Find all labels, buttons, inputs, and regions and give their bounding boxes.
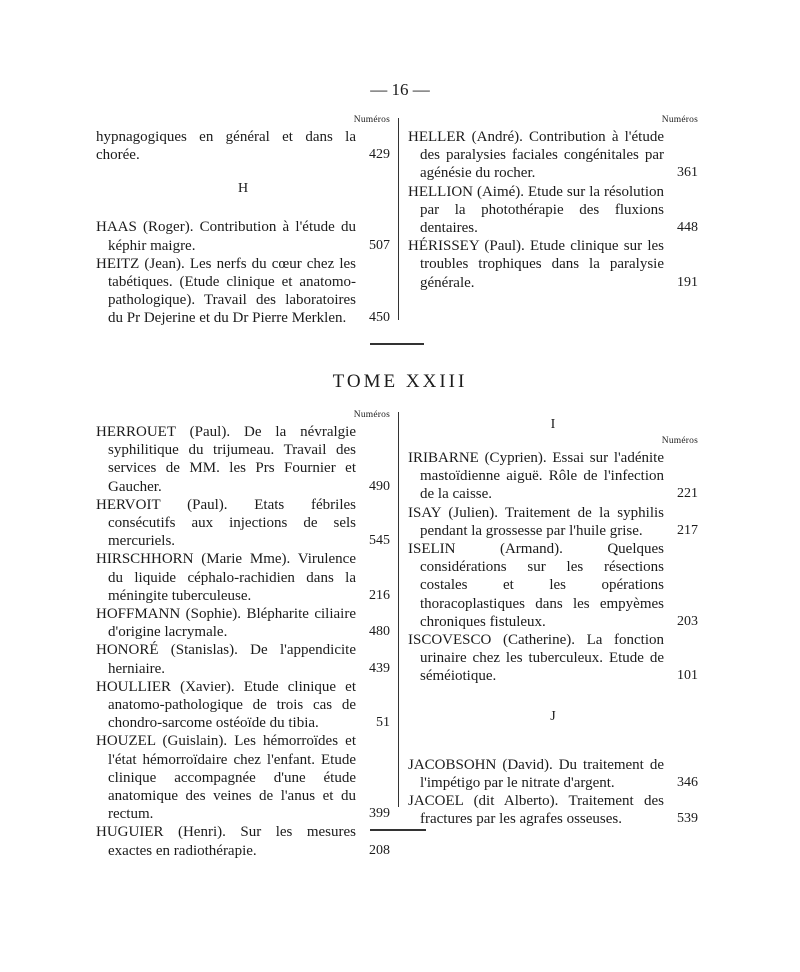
index-entry — [96, 423, 390, 496]
index-entry — [96, 128, 390, 164]
section-letter-i: I — [550, 417, 556, 432]
entry-number: 448 — [677, 220, 698, 236]
numeros-header: Numéros — [353, 410, 390, 420]
entry-number: 545 — [369, 533, 390, 549]
entry-text: JACOEL (dit Alberto). Traitement des fractures par les agrafes osseuses. — [408, 793, 664, 828]
index-entry — [96, 255, 390, 328]
entry-text: HOULLIER (Xavier). Etude clinique et anatomo-pathologique de trois cas de chondro-sarcome ostéoïde du tibia. — [96, 678, 356, 732]
entry-number: 221 — [677, 486, 698, 502]
index-entry — [408, 631, 698, 686]
numeros-header: Numéros — [661, 436, 698, 446]
entry-text: ISELIN (Armand). Quelques considérations sur les résections costales et les opérations thoracoplastiques dans les empyèmes chroniques fistuleux. — [408, 541, 664, 630]
entry-text: HAAS (Roger). Contribution à l'étude du képhir maigre. — [96, 219, 356, 254]
entry-text: HIRSCHHORN (Marie Mme). Virulence du liquide céphalo-rachidien dans la méningite tuberculeuse. — [96, 551, 356, 604]
entry-number: 216 — [369, 587, 390, 603]
index-entry — [96, 218, 390, 254]
index-entry — [96, 550, 390, 605]
volume-title: TOME XXIII — [332, 371, 468, 392]
entry-text: hypnagogiques en général et dans la chorée. — [96, 129, 356, 164]
bottom-left-column — [96, 410, 390, 860]
entry-text: HEITZ (Jean). Les nerfs du cœur chez les tabétiques. (Etude clinique et anatomo-pathologique). Travail des laboratoires du Pr Dejerine et du Dr Pierre Merklen. — [96, 255, 356, 327]
numeros-header: Numéros — [353, 115, 390, 125]
entry-number: 101 — [677, 668, 698, 684]
entry-number: 507 — [369, 237, 390, 253]
index-entry — [408, 237, 698, 292]
section-rule-top — [370, 343, 424, 345]
entry-number: 539 — [677, 811, 698, 827]
entry-number: 208 — [369, 842, 390, 858]
index-entry — [408, 540, 698, 631]
entry-number: 217 — [677, 522, 698, 538]
entry-text: HONORÉ (Stanislas). De l'appendicite herniaire. — [96, 642, 356, 677]
section-letter-j: J — [550, 708, 556, 724]
entry-number: 203 — [677, 613, 698, 629]
entry-text: HOUZEL (Guislain). Les hémorroïdes et l'état hémorroïdaire chez l'enfant. Etude clinique accompagnée d'une étude anatomique des veines de l'anus et du rectum. — [96, 733, 356, 823]
entry-number: 346 — [677, 774, 698, 790]
entry-text: ISAY (Julien). Traitement de la syphilis pendant la grossesse par l'huile grise. — [408, 504, 664, 539]
entry-text: ISCOVESCO (Catherine). La fonction urinaire chez les tuberculeux. Etude de séméiotique. — [408, 632, 664, 685]
entry-text: HUGUIER (Henri). Sur les mesures exactes en radiothérapie. — [96, 824, 356, 859]
entry-number: 480 — [369, 624, 390, 640]
index-entry — [96, 605, 390, 641]
index-entry — [96, 823, 390, 859]
index-entry — [96, 496, 390, 551]
entry-text: HÉRISSEY (Paul). Etude clinique sur les troubles trophiques dans la paralysie générale. — [408, 238, 664, 291]
entry-number: 361 — [677, 165, 698, 181]
index-entry — [408, 504, 698, 540]
top-left-column — [96, 115, 390, 328]
entry-text: JACOBSOHN (David). Du traitement de l'impétigo par le nitrate d'argent. — [408, 756, 664, 791]
index-entry — [408, 128, 698, 183]
bottom-right-column — [408, 416, 698, 828]
numeros-header: Numéros — [661, 115, 698, 125]
index-entry — [408, 449, 698, 504]
top-right-column — [408, 115, 698, 292]
index-entry — [408, 183, 698, 238]
index-entry — [96, 641, 390, 677]
page-number: — 16 — — [370, 80, 430, 99]
entry-text: HELLER (André). Contribution à l'étude des paralysies faciales congénitales par agénésie du rocher. — [408, 129, 664, 182]
entry-number: 439 — [369, 660, 390, 676]
column-divider-bottom — [398, 412, 399, 807]
entry-number: 490 — [369, 478, 390, 494]
entry-text: HELLION (Aimé). Etude sur la résolution par la photothérapie des fluxions dentaires. — [408, 183, 664, 237]
entry-text: HOFFMANN (Sophie). Blépharite ciliaire d'origine lacrymale. — [96, 606, 356, 641]
entry-text: HERROUET (Paul). De la névralgie syphilitique du trijumeau. Travail des services de MM. les Prs Fournier et Gaucher. — [96, 424, 356, 495]
section-rule-bottom — [370, 829, 426, 831]
entry-number: 429 — [369, 147, 390, 163]
entry-number: 51 — [376, 715, 390, 731]
column-divider-top — [398, 118, 399, 320]
index-entry — [408, 792, 698, 828]
index-entry — [96, 732, 390, 823]
index-entry — [408, 756, 698, 792]
entry-number: 450 — [369, 310, 390, 326]
entry-text: HERVOIT (Paul). Etats fébriles consécutifs aux injections de sels mercuriels. — [96, 496, 356, 550]
entry-number: 191 — [677, 274, 698, 290]
entry-number: 399 — [369, 806, 390, 822]
index-entry — [96, 678, 390, 733]
section-letter-h: H — [237, 181, 249, 197]
entry-text: IRIBARNE (Cyprien). Essai sur l'adénite mastoïdienne aiguë. Rôle de l'infection de la caisse. — [408, 450, 664, 503]
